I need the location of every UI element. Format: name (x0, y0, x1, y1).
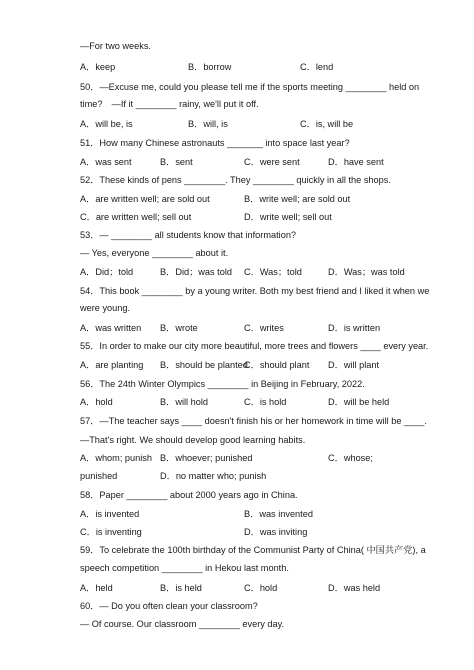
option-d: D．will be held (328, 397, 390, 407)
option-b: B．write well; are sold out (244, 194, 351, 204)
option-d: D．was held (328, 583, 381, 593)
option-c: C．lend (300, 62, 334, 72)
option-b: B．borrow (188, 62, 232, 72)
option-b: B．sent (160, 157, 193, 167)
question-54-line-2: were young. (80, 303, 131, 313)
option-a: A．will be, is (80, 119, 133, 129)
option-b: B．will hold (160, 397, 208, 407)
option-c: C．is inventing (80, 527, 142, 537)
option-d: D．no matter who; punish (160, 471, 267, 481)
option-b: B．is held (160, 583, 202, 593)
option-a: A．is invented (80, 509, 140, 519)
question-50-line-2: time? —If it ________ rainy, we'll put it off. (80, 99, 259, 109)
question-57-line-1: 57．—The teacher says ____ doesn't finish his or her homework in time will be ____. (80, 416, 427, 426)
option-a: A．keep (80, 62, 116, 72)
option-a: A．was written (80, 323, 142, 333)
question-60-line-1: 60．— Do you often clean your classroom? (80, 601, 258, 611)
option-a: A．held (80, 583, 113, 593)
question-57-line-2: —That's right. We should develop good learning habits. (80, 435, 306, 445)
option-b: B．wrote (160, 323, 198, 333)
option-d: D．was inviting (244, 527, 308, 537)
option-c: C．should plant (244, 360, 310, 370)
question-54-line-1: 54．This book ________ by a young writer. Both my best friend and I liked it when we (80, 286, 430, 296)
option-a: A．are written well; are sold out (80, 194, 210, 204)
question-51: 51．How many Chinese astronauts _______ into space last year? (80, 138, 350, 148)
option-b: B．will, is (188, 119, 228, 129)
answer-line: —For two weeks. (80, 41, 151, 51)
option-a: A．are planting (80, 360, 144, 370)
option-c: C．were sent (244, 157, 300, 167)
option-a: A．Did；told (80, 267, 134, 277)
option-c: C．is, will be (300, 119, 354, 129)
question-59-line-2: speech competition ________ in Hekou last month. (80, 563, 289, 573)
option-c: C．whose; (328, 453, 373, 463)
option-b: B．should be planted (160, 360, 248, 370)
option-c: C．Was；told (244, 267, 302, 277)
option-c-continued: punished (80, 471, 118, 481)
question-52: 52．These kinds of pens ________. They ________ quickly in all the shops. (80, 175, 391, 185)
option-a: A．hold (80, 397, 113, 407)
question-53-line-2: — Yes, everyone ________ about it. (80, 248, 229, 258)
option-a: A．whom; punish (80, 453, 153, 463)
option-c: C．writes (244, 323, 284, 333)
question-55: 55．In order to make our city more beautiful, more trees and flowers ____ every year. (80, 341, 429, 351)
question-58: 58．Paper ________ about 2000 years ago in China. (80, 490, 298, 500)
option-d: D．is written (328, 323, 381, 333)
option-d: D．Was；was told (328, 267, 405, 277)
question-59-line-1: 59．To celebrate the 100th birthday of the Communist Party of China( 中国共产党), a (80, 545, 426, 555)
option-b: B．whoever; punished (160, 453, 253, 463)
question-60-line-2: — Of course. Our classroom ________ every day. (80, 619, 285, 629)
option-d: D．will plant (328, 360, 380, 370)
option-d: D．have sent (328, 157, 384, 167)
option-c: C．are written well; sell out (80, 212, 192, 222)
option-c: C．hold (244, 583, 278, 593)
option-b: B．Did；was told (160, 267, 232, 277)
option-c: C．is hold (244, 397, 287, 407)
question-50-line-1: 50．—Excuse me, could you please tell me if the sports meeting ________ held on (80, 82, 420, 92)
question-53-line-1: 53．— ________ all students know that information? (80, 230, 297, 240)
question-56: 56．The 24th Winter Olympics ________ in Beijing in February, 2022. (80, 379, 365, 389)
option-a: A．was sent (80, 157, 132, 167)
option-d: D．write well; sell out (244, 212, 332, 222)
option-b: B．was invented (244, 509, 313, 519)
